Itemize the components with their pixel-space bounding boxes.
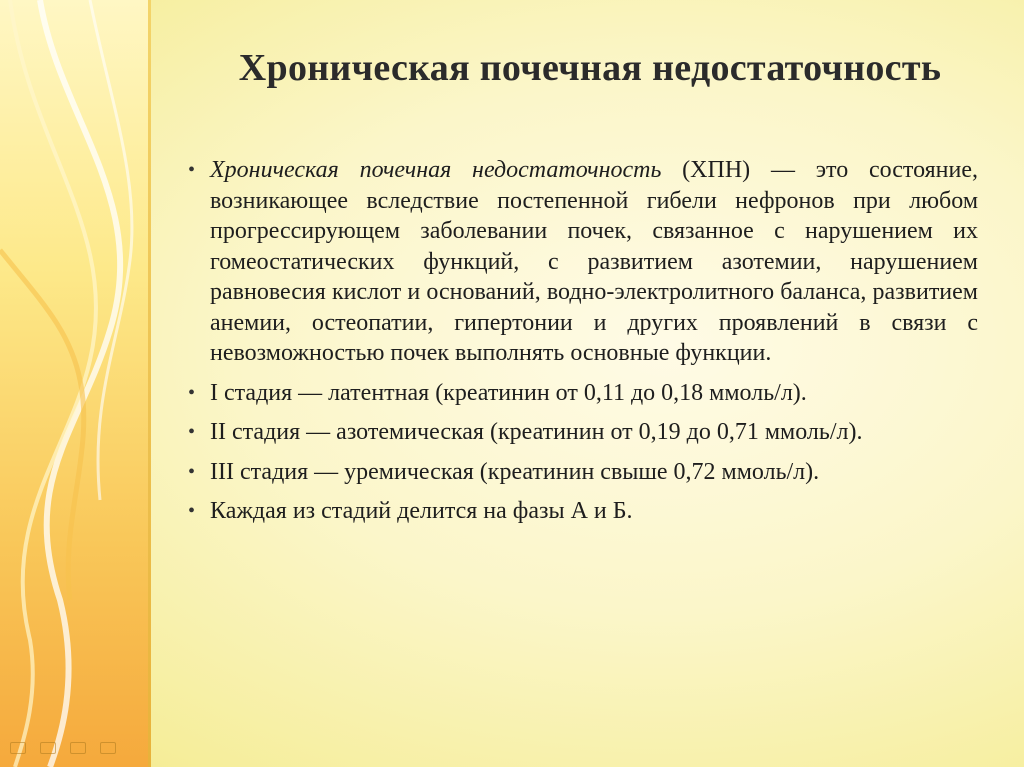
stage-1-bullet — [188, 378, 978, 409]
stage-3-bullet — [188, 457, 978, 488]
bullet-icon: • — [188, 500, 196, 522]
bullet-icon: • — [188, 460, 196, 483]
next-slide-icon[interactable] — [100, 742, 116, 754]
phases-text: Каждая из стадий делится на фазы А и Б. — [210, 498, 633, 524]
slide-content — [188, 155, 978, 536]
slide-nav-controls — [10, 742, 116, 754]
bullet-icon: • — [188, 381, 196, 404]
side-divider — [148, 0, 151, 767]
stage-3-text: III стадия — уремическая (креатинин свыше 0,72 ммоль/л). — [210, 458, 820, 485]
definition-bullet — [188, 155, 978, 369]
phases-bullet — [188, 496, 978, 527]
stage-2-text: II стадия — азотемическая (креатинин от 0,19 до 0,71 ммоль/л). — [210, 419, 863, 445]
bullet-icon: • — [188, 421, 196, 443]
prev-slide-icon[interactable] — [10, 742, 26, 754]
stage-1-text: I стадия — латентная (креатинин от 0,11 до 0,18 ммоль/л). — [210, 379, 807, 406]
definition-term: Хроническая почечная недостаточность — [210, 157, 662, 183]
stage-2-bullet — [188, 417, 978, 448]
slide-title: Хроническая почечная недостаточность — [238, 47, 942, 89]
edit-icon[interactable] — [40, 742, 56, 754]
menu-icon[interactable] — [70, 742, 86, 754]
swirl-decoration-icon — [0, 0, 150, 767]
definition-text: (ХПН) — это состояние, возникающее вследствие постепенной гибели нефронов при любом прогрессирующем заболевании почек, связанное с нарушением их гомеостатических функций, с развитием азотемии, нарушением равновесия кислот и оснований, водно-электролитного баланса, развитием анемии, остеопатии, гипертонии и других проявлений в связи с невозможностью почек выполнять основные функции. — [210, 157, 978, 366]
decorative-side-band — [0, 0, 150, 767]
bullet-icon: • — [188, 159, 196, 181]
